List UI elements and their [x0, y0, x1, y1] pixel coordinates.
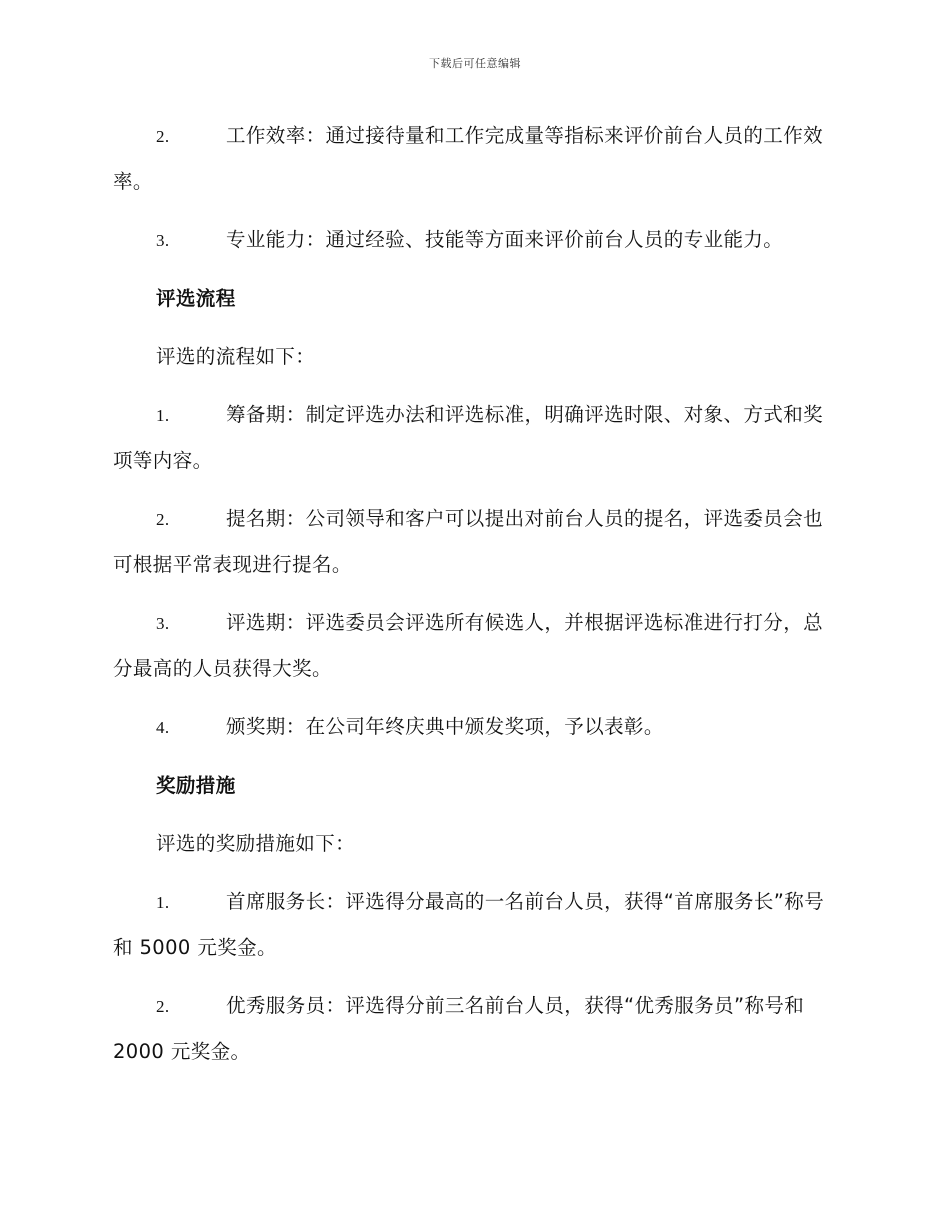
list-item-text: 颁奖期：在公司年终庆典中颁发奖项，予以表彰。: [226, 715, 664, 738]
list-item-text: 评选期：评选委员会评选所有候选人，并根据评选标准进行打分，总分最高的人员获得大奖。: [113, 611, 824, 680]
list-item: [113, 983, 833, 1074]
list-item-number: 2.: [156, 510, 170, 529]
list-item-number: 3.: [156, 231, 170, 250]
list-item: [113, 392, 833, 483]
list-item-text: 工作效率：通过接待量和工作完成量等指标来评价前台人员的工作效率。: [113, 124, 824, 193]
section-heading: 奖励措施: [156, 774, 236, 797]
list-item-text: 专业能力：通过经验、技能等方面来评价前台人员的专业能力。: [226, 228, 784, 251]
list-item-number: 2.: [156, 997, 170, 1016]
list-item-text: 提名期：公司领导和客户可以提出对前台人员的提名，评选委员会也可根据平常表现进行提名。: [113, 507, 824, 576]
document-body: [113, 113, 833, 1087]
paragraph: 评选的奖励措施如下：: [156, 832, 356, 855]
list-item: [113, 113, 833, 204]
list-item: [113, 217, 833, 263]
list-item: [113, 879, 833, 970]
list-item-number: 1.: [156, 893, 170, 912]
list-item: [113, 496, 833, 587]
list-item-text: 筹备期：制定评选办法和评选标准，明确评选时限、对象、方式和奖项等内容。: [113, 403, 824, 472]
paragraph: 评选的流程如下：: [156, 345, 316, 368]
list-item-number: 1.: [156, 406, 170, 425]
list-item-number: 4.: [156, 718, 170, 737]
list-item-text: 首席服务长：评选得分最高的一名前台人员，获得“首席服务长”称号和 5000 元奖金。: [113, 890, 825, 959]
page-header: 下载后可任意编辑: [429, 57, 521, 70]
list-item-text: 优秀服务员：评选得分前三名前台人员，获得“优秀服务员”称号和 2000 元奖金。: [113, 994, 805, 1063]
list-item: [113, 704, 833, 750]
list-item-number: 3.: [156, 614, 170, 633]
section-heading: 评选流程: [156, 287, 236, 310]
list-item-number: 2.: [156, 127, 170, 146]
list-item: [113, 600, 833, 691]
